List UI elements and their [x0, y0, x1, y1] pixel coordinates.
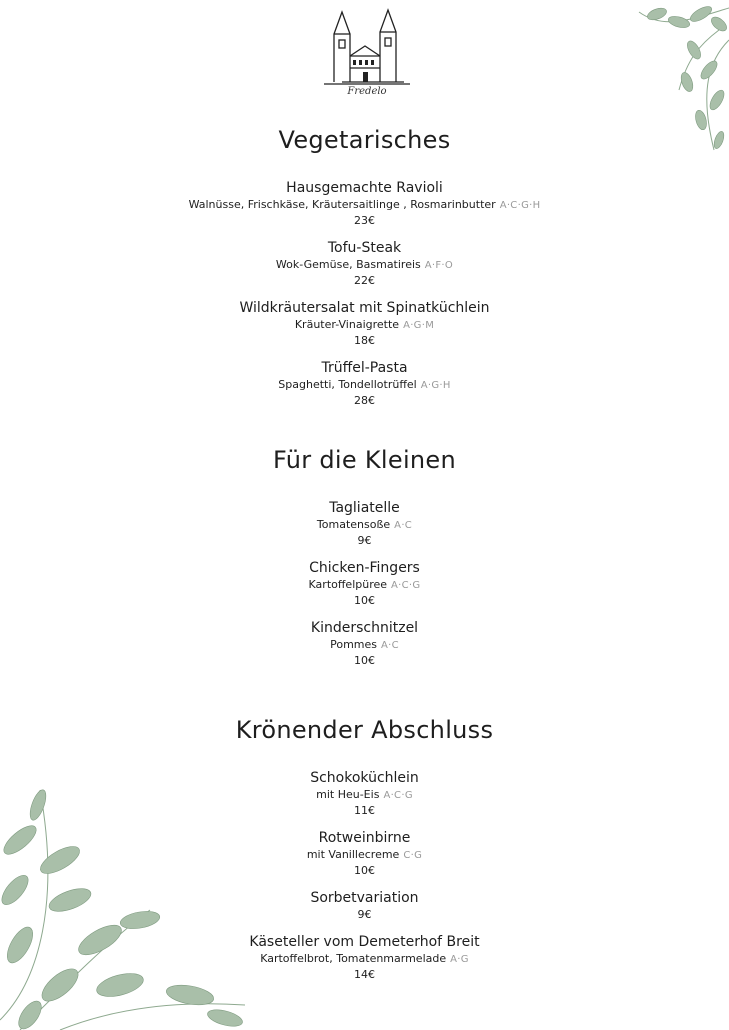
dish-price: 10€	[354, 864, 375, 877]
allergen-codes: A·G·H	[420, 380, 451, 391]
section-fuer-die-kleinen	[0, 445, 729, 679]
dish-description-line	[0, 847, 729, 863]
dish-description-line	[0, 787, 729, 803]
allergen-codes: A·C	[381, 640, 399, 651]
section-title: Vegetarisches	[278, 126, 451, 154]
dish-price: 10€	[354, 594, 375, 607]
dish-name: Sorbetvariation	[310, 890, 419, 906]
dish-name: Schokoküchlein	[310, 770, 419, 786]
restaurant-logo	[322, 6, 412, 104]
allergen-codes: A·C·G	[391, 580, 421, 591]
menu-item	[0, 769, 729, 829]
dish-description: Tomatensoße	[316, 518, 391, 531]
allergen-codes: A·C	[394, 520, 413, 531]
menu-item	[0, 359, 729, 419]
dish-price: 28€	[354, 394, 375, 407]
section-title: Krönender Abschluss	[235, 716, 494, 744]
section-vegetarisches	[0, 125, 729, 419]
allergen-codes: A·C·G·H	[499, 200, 541, 211]
dish-name: Tofu-Steak	[327, 240, 402, 256]
allergen-codes: A·G	[450, 954, 469, 965]
dish-description: Kräuter-Vinaigrette	[294, 318, 400, 331]
menu-item	[0, 239, 729, 299]
dish-description: Kartoffelpüree	[308, 578, 388, 591]
dish-description: Wok-Gemüse, Basmatireis	[275, 258, 421, 271]
dish-name: Kinderschnitzel	[310, 620, 419, 636]
dish-description: mit Heu-Eis	[316, 788, 380, 801]
dish-description: Walnüsse, Frischkäse, Kräutersaitlinge , Rosmarinbutter	[188, 198, 496, 211]
dish-description: Spaghetti, Tondellotrüffel	[278, 378, 417, 391]
dish-description-line	[0, 637, 729, 653]
dish-price: 18€	[354, 334, 375, 347]
dish-description: Kartoffelbrot, Tomatenmarmelade	[260, 952, 447, 965]
dish-description-line	[0, 951, 729, 967]
allergen-codes: C·G	[403, 850, 423, 861]
dish-price: 14€	[354, 968, 375, 981]
allergen-codes: A·G·M	[403, 320, 435, 331]
dish-name: Tagliatelle	[329, 500, 400, 516]
dish-name: Chicken-Fingers	[309, 560, 420, 576]
dish-price: 22€	[354, 274, 375, 287]
dish-description-line	[0, 317, 729, 333]
dish-price: 23€	[354, 214, 375, 227]
dish-description: mit Vanillecreme	[306, 848, 400, 861]
dish-description: Pommes	[330, 638, 377, 651]
dish-description-line	[0, 377, 729, 393]
logo-text: Fredelo	[347, 86, 387, 97]
menu-item	[0, 299, 729, 359]
dish-price: 9€	[357, 908, 372, 921]
dish-description-line	[0, 197, 729, 213]
section-kroenender-abschluss	[0, 715, 729, 993]
dish-price: 11€	[354, 804, 375, 817]
allergen-codes: A·F·O	[424, 260, 454, 271]
menu-item	[0, 829, 729, 889]
dish-description-line	[0, 577, 729, 593]
menu-item	[0, 499, 729, 559]
menu-item	[0, 179, 729, 239]
dish-name: Wildkräutersalat mit Spinatküchlein	[239, 300, 490, 316]
dish-name: Rotweinbirne	[318, 830, 411, 846]
dish-name: Trüffel-Pasta	[321, 360, 408, 376]
dish-description-line	[0, 517, 729, 533]
dish-description-line	[0, 257, 729, 273]
menu-item	[0, 559, 729, 619]
dish-name: Käseteller vom Demeterhof Breit	[249, 934, 480, 950]
menu-item	[0, 619, 729, 679]
dish-name: Hausgemachte Ravioli	[286, 180, 443, 196]
dish-price: 10€	[354, 654, 375, 667]
menu-item	[0, 933, 729, 993]
allergen-codes: A·C·G	[383, 790, 413, 801]
menu-item	[0, 889, 729, 933]
dish-price: 9€	[357, 534, 372, 547]
section-title: Für die Kleinen	[272, 446, 457, 474]
church-icon	[322, 6, 412, 86]
